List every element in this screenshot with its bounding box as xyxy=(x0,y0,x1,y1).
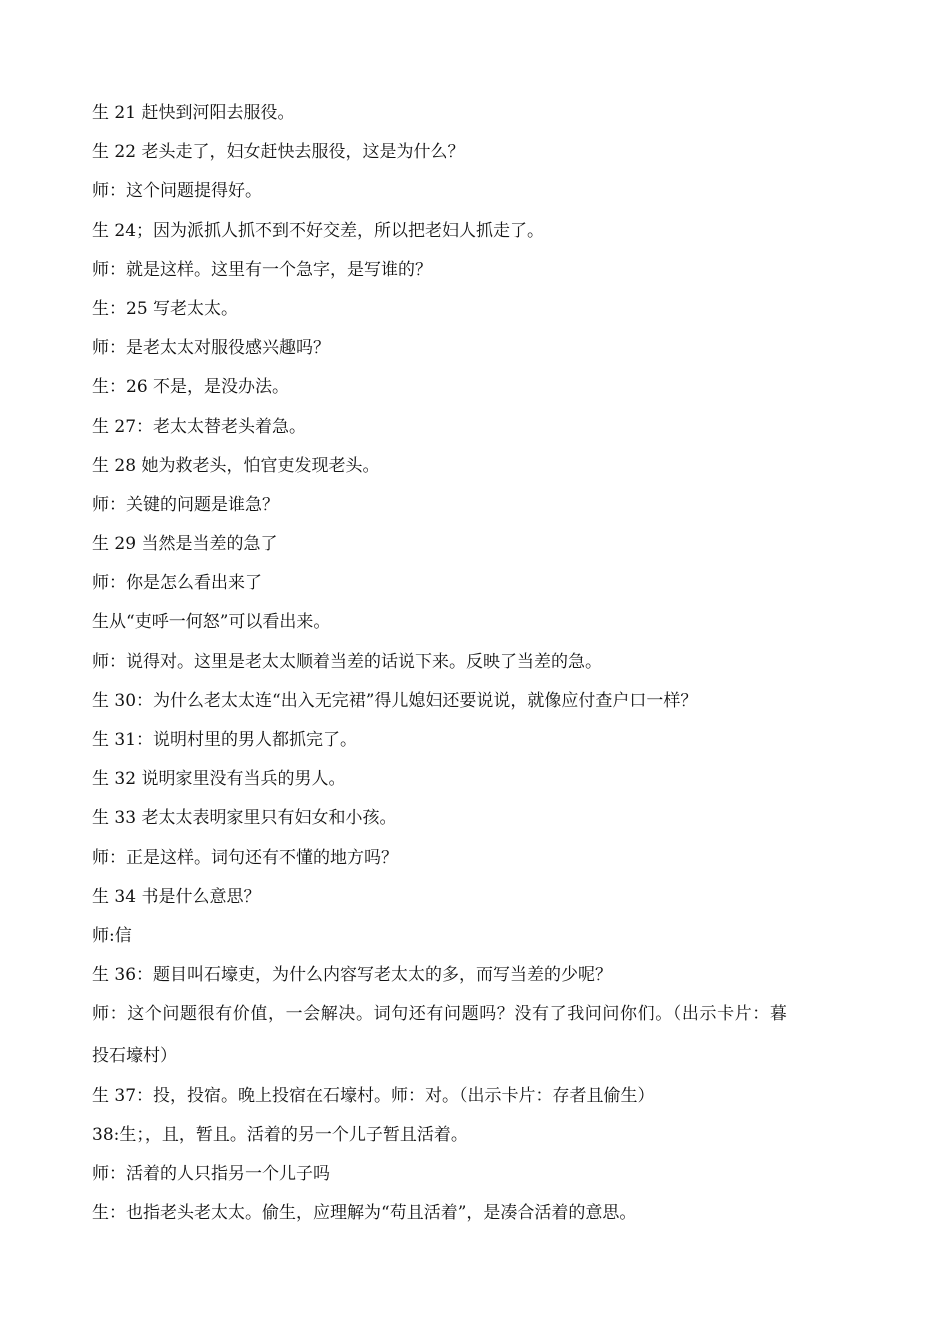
transcript-line: 38:生；，且，暂且。活着的另一个儿子暂且活着。 xyxy=(92,1124,468,1145)
transcript-line: 生 28 她为救老头，怕官吏发现老头。 xyxy=(92,455,380,476)
transcript-line: 师：正是这样。词句还有不懂的地方吗？ xyxy=(92,847,398,868)
transcript-line: 生：也指老头老太太。偷生，应理解为“苟且活着”，是凑合活着的意思。 xyxy=(92,1203,637,1224)
transcript-line: 生 30：为什么老太太连“出入无完裙”得儿媳妇还要说说，就像应付查户口一样？ xyxy=(92,690,698,711)
transcript-line: 师：关键的问题是谁急？ xyxy=(92,494,279,515)
transcript-line: 生 37：投，投宿。晚上投宿在石壕村。师：对。（出示卡片：存者且偷生） xyxy=(92,1085,655,1106)
transcript-line: 生 33 老太太表明家里只有妇女和小孩。 xyxy=(92,808,397,829)
transcript-line: 生 22 老头走了，妇女赶快去服役，这是为什么？ xyxy=(92,142,465,163)
transcript-line-continuation: 投石壕村） xyxy=(92,1046,177,1067)
transcript-line: 生 24；因为派抓人抓不到不好交差，所以把老妇人抓走了。 xyxy=(92,220,545,241)
transcript-line: 生从“吏呼一何怒”可以看出来。 xyxy=(92,612,331,633)
transcript-line: 师：就是这样。这里有一个急字，是写谁的？ xyxy=(92,259,432,280)
transcript-line: 师：你是怎么看出来了 xyxy=(92,573,262,594)
transcript-line: 师:信 xyxy=(92,925,132,946)
transcript-line: 生 32 说明家里没有当兵的男人。 xyxy=(92,769,346,790)
transcript-line: 生 21 赶快到河阳去服役。 xyxy=(92,103,295,123)
transcript-body xyxy=(92,99,867,1238)
transcript-line: 师：是老太太对服役感兴趣吗？ xyxy=(92,338,330,359)
transcript-line: 师：这个问题很有价值，一会解决。词句还有问题吗？没有了我问问你们。（出示卡片：暮 xyxy=(92,1004,788,1025)
transcript-line: 师：说得对。这里是老太太顺着当差的话说下来。反映了当差的急。 xyxy=(92,651,602,672)
transcript-line: 生：26 不是，是没办法。 xyxy=(92,377,290,398)
transcript-line: 生 27：老太太替老头着急。 xyxy=(92,416,307,437)
transcript-line: 生 29 当然是当差的急了 xyxy=(92,534,278,555)
transcript-line: 生 36：题目叫石壕吏，为什么内容写老太太的多，而写当差的少呢？ xyxy=(92,965,613,986)
transcript-line: 生 34 书是什么意思？ xyxy=(92,886,261,907)
transcript-line: 生：25 写老太太。 xyxy=(92,298,239,319)
transcript-line: 师：活着的人只指另一个儿子吗 xyxy=(92,1163,330,1184)
transcript-line: 生 31：说明村里的男人都抓完了。 xyxy=(92,730,358,750)
transcript-line: 师：这个问题提得好。 xyxy=(92,181,262,202)
